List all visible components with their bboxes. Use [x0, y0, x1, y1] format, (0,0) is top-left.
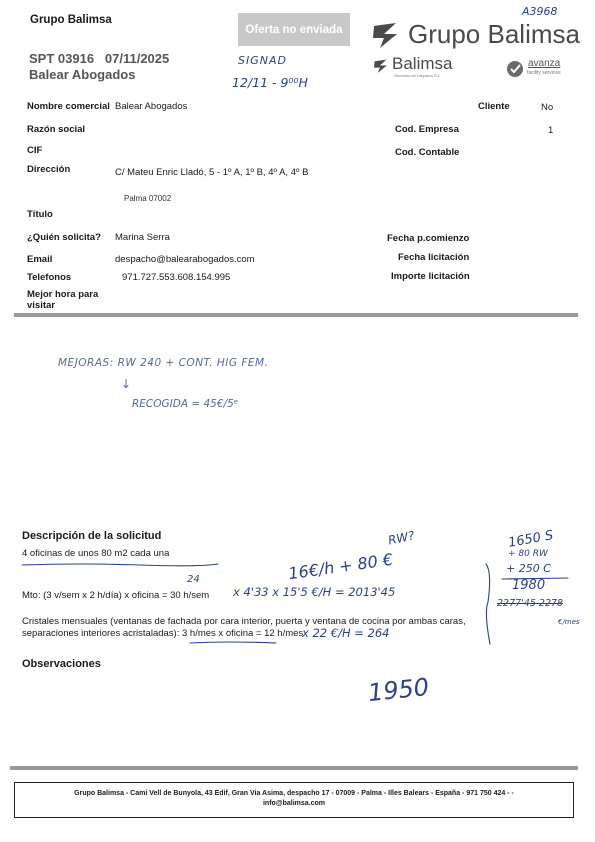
handwritten-cristales-calc: x 22 €/H = 264: [302, 626, 390, 640]
document-date: 07/11/2025: [104, 51, 170, 66]
avanza-text: avanza: [528, 58, 561, 69]
solicitud-cristales-line2: separaciones interiores acristaladas): 3 h/mes x oficina = 12 h/mes: [22, 628, 304, 639]
status-badge-label: Oferta no enviada: [245, 23, 343, 36]
ciudad-value: Palma 07002: [124, 194, 172, 203]
mejor-hora-label: [27, 289, 98, 311]
handwritten-recogida: RECOGIDA = 45€/5ᵉ: [132, 398, 239, 410]
nombre-comercial-label: Nombre comercial: [27, 101, 110, 112]
footer-email: info@balimsa.com: [262, 800, 326, 807]
direccion-value: C/ Mateu Enric Lladó, 5 - 1º A, 1º B, 4º A, 4º B: [115, 167, 309, 178]
importe-licitacion-label: Importe licitación: [391, 271, 470, 282]
logo-balimsa: [372, 56, 467, 82]
spt-code: SPT 03916: [29, 51, 95, 66]
observaciones-heading: Observaciones: [22, 658, 101, 670]
handwritten-total: 1950: [366, 672, 431, 708]
handwritten-side-2277: 2277'45 2278: [497, 598, 564, 609]
footer-address: Grupo Balimsa - Cami Vell de Bunyola, 43 Edif, Gran Via Asima, despacho 17 - 07009 - Palma - Illes Balears - España - 971 750 424 - -: [74, 790, 514, 797]
mejor-hora-label-line1: Mejor hora para: [27, 289, 99, 300]
telefonos-label: Telefonos: [27, 272, 72, 283]
handwritten-underline-cristales: [188, 640, 278, 646]
company-name-small: Grupo Balimsa: [30, 14, 112, 26]
nombre-comercial-value: Balear Abogados: [115, 101, 188, 112]
logo-grupo-balimsa: [370, 18, 580, 52]
logo-mark-icon: [370, 20, 402, 50]
document-code: [29, 51, 169, 66]
client-name-title: Balear Abogados: [29, 67, 136, 82]
razon-social-label: Razón social: [27, 124, 86, 135]
solicitud-cristales-line1: Cristales mensuales (ventanas de fachada por cara interior, puerta y ventana de cocina por ambas caras,: [22, 616, 466, 627]
mejor-hora-label-line2: visitar: [27, 300, 55, 311]
quien-solicita-value: Marina Serra: [115, 232, 170, 243]
avanza-tagline: facility services: [527, 70, 561, 76]
logo-avanza: [506, 58, 576, 82]
handwritten-side-80rw: + 80 RW: [508, 549, 548, 559]
section-divider-top: [14, 313, 578, 317]
footer-box: [14, 782, 574, 818]
quien-solicita-label: ¿Quién solicita?: [27, 232, 101, 243]
handwritten-mto-calc: x 4'33 x 15'5 €/H = 2013'45: [233, 585, 396, 599]
handwritten-bracket: [482, 562, 496, 646]
cliente-label: Cliente: [478, 101, 510, 112]
section-divider-bottom: [10, 766, 578, 770]
handwritten-signed: SIGNAD: [238, 54, 287, 67]
cod-empresa-label: Cod. Empresa: [395, 124, 459, 135]
handwritten-side-250c: + 250 C: [506, 562, 551, 575]
cliente-value: No: [541, 102, 554, 113]
telefonos-value: 971.727.553.608.154.995: [122, 272, 231, 283]
cif-label: CIF: [27, 145, 43, 156]
handwritten-16-plus-80: 16€/h + 80 €: [287, 549, 395, 584]
titulo-label: Título: [27, 209, 53, 220]
solicitud-mto: Mto: (3 v/sem x 2 h/día) x oficina = 30 h/sem: [22, 590, 210, 601]
solicitud-line1: 4 oficinas de unos 80 m2 cada una: [22, 548, 170, 559]
email-value: despacho@balearabogados.com: [115, 254, 255, 265]
solicitud-heading: Descripción de la solicitud: [22, 530, 162, 542]
cod-empresa-value: 1: [548, 125, 554, 136]
handwritten-side-1980: 1980: [512, 578, 546, 593]
logo-sub-tagline: Servicios de Limpieza S.L.: [394, 73, 442, 78]
direccion-label: Dirección: [27, 164, 71, 175]
handwritten-underline-line1: [20, 561, 220, 569]
status-badge: [238, 13, 350, 46]
handwritten-24: 24: [187, 574, 200, 585]
logo-sub-mark-icon: [372, 58, 390, 74]
logo-main-text: Grupo Balimsa: [408, 19, 580, 49]
handwritten-side-mes: €/mes: [558, 618, 580, 626]
handwritten-rw: RW?: [386, 528, 416, 548]
handwritten-signed-date: 12/11 - 9⁰⁰H: [232, 75, 308, 90]
logo-sub-text: Balimsa: [392, 54, 453, 73]
fecha-comienzo-label: Fecha p.comienzo: [387, 233, 470, 244]
cod-contable-label: Cod. Contable: [395, 147, 460, 158]
handwritten-reference: A3968: [522, 5, 558, 18]
avanza-check-icon: [506, 60, 524, 78]
handwritten-side-1650: 1650 S: [507, 528, 555, 551]
email-label: Email: [27, 254, 53, 265]
handwritten-mejoras: MEJORAS: RW 240 + CONT. HIG FEM.: [58, 357, 269, 369]
fecha-licitacion-label: Fecha licitación: [398, 252, 470, 263]
handwritten-arrow: ↓: [121, 377, 132, 391]
